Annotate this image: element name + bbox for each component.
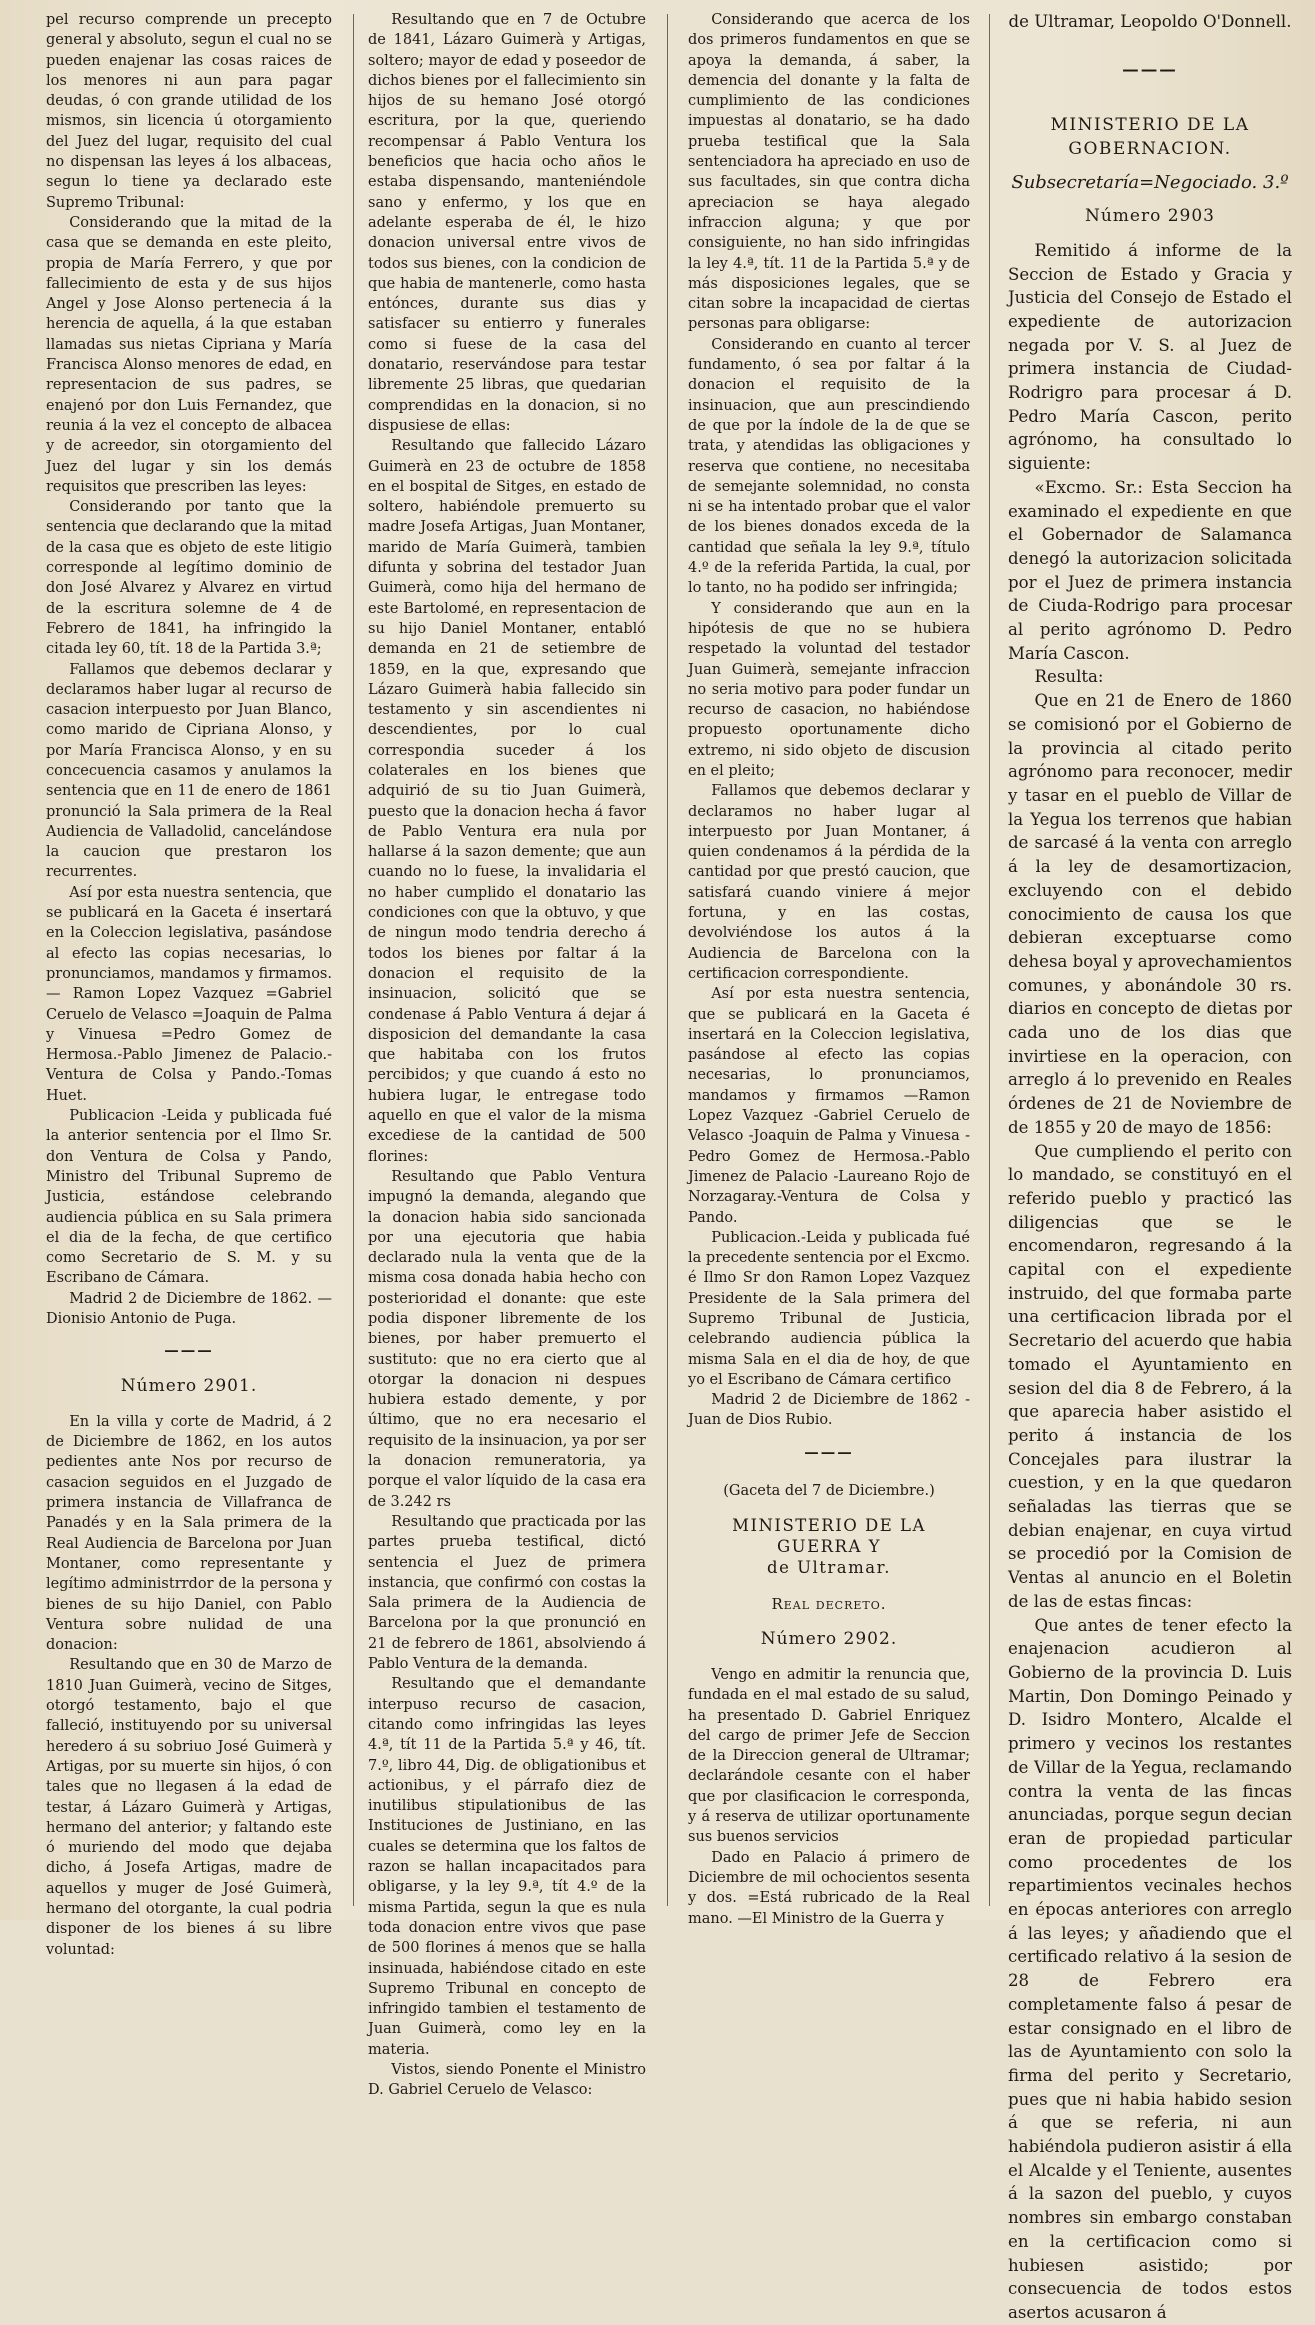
signature-line: Madrid 2 de Diciembre de 1862. —Dionisio Antonio de Puga. [46, 1290, 332, 1327]
paragraph: Considerando por tanto que la sentencia que declarando que la mitad de la casa que es objeto de este litigio corresponde al legítimo dominio de don José Alvarez y Alvarez en virtud de la escritura solemne de 4 de Febrero de 1841, ha infringido la citada ley 60, tít. 18 de la Partida 3.ª; [46, 499, 332, 658]
paragraph: Resultando que Pablo Ventura impugnó la demanda, alegando que la donacion habia sido sancionada por una ejecutoria que habia declarado nula la venta que de la misma cosa donada habia hecho con posterioridad el donante: que este podia disponer libremente de los bienes, por haber premuerto el sustituto: que no era cierto que al otorgar la donacion ni despues hubiera estado demente, y por último, que no era necesario el requisito de la insinuacion, ya por ser la donacion remuneratoria, ya porque el valor líquido de la casa era de 3.242 rs [368, 1168, 646, 1510]
column-4 [1008, 10, 1292, 2322]
decree-number-heading: Número 2901. [120, 1375, 258, 1396]
section-separator: ——— [1122, 58, 1178, 79]
paragraph: Considerando que acerca de los dos primeros fundamentos en que se apoya la demanda, á saber, la demencia del donante y la falta de cumplimiento de las condiciones impuestas al donatario, se ha dado prueba testifical que la Sala sentenciadora ha apreciado en uso de sus facultades, sin que contra dicha apreciacion se haya alegado infraccion alguna; y que por consiguiente, no han sido infringidas la ley 4.ª, tít. 11 de la Partida 5.ª y de más disposiciones legales, que se citan sobre la incapacidad de ciertas personas para obligarse: [688, 12, 970, 333]
paragraph: Así por esta nuestra sentencia, que se publicará en la Gaceta é insertará en la Coleccion legislativa, pasándose al efecto las copias necesarias, lo pronunciamos, mandamos y firmamos.— Ramon Lopez Vazquez =Gabriel Ceruelo de Velasco =Joaquin de Palma y Vinuesa =Pedro Gomez de Hermosa.-Pablo Jimenez de Palacio.-Ventura de Colsa y Pando.-Tomas Huet. [46, 884, 332, 1104]
ministry-title: MINISTERIO DE LA GUERRA Y [732, 1516, 926, 1557]
paragraph: En la villa y corte de Madrid, á 2 de Diciembre de 1862, en los autos pedientes ante Nos por recurso de casacion seguidos en el Juzgado de primera instancia de Villafranca de Panadés y en la Sala primera de la Real Audiencia de Barcelona por Juan Montaner, como representante y legítimo administrrdor de la persona y bienes de su hijo Daniel, con Pablo Ventura sobre nulidad de una donacion: [46, 1413, 332, 1654]
decree-number-heading: Número 2902. [760, 1628, 898, 1649]
paragraph: Resulta: [1034, 667, 1104, 687]
paragraph: Y considerando que aun en la hipótesis de que no se hubiera respetado la voluntad del testador Juan Guimerà, semejante infraccion no seria motivo para poder fundar un recurso de casacion, no habiéndose propuesto oportunamente dicho extremo, ni sido objeto de discusion en el pleito; [688, 600, 970, 779]
section-separator: ——— [164, 1342, 214, 1360]
paragraph: Dado en Palacio á primero de Diciembre de mil ochocientos sesenta y dos. =Está rubricado de la Real mano. —El Ministro de la Guerra y [688, 1849, 970, 1927]
paragraph: Vengo en admitir la renuncia que, fundada en el mal estado de su salud, ha presentado D. Gabriel Enriquez del cargo de primer Jefe de Seccion de la Direccion general de Ultramar; declarándole cesante con el haber que por clasificacion le corresponda, y á reserva de utilizar oportunamente sus buenos servicios [688, 1666, 970, 1846]
paragraph: Resultando que en 30 de Marzo de 1810 Juan Guimerà, vecino de Sitges, otorgó testamento, bajo el que falleció, instituyendo por su universal heredero á su sobriuo José Guimerà y Artigas, por su muerte sin hijos, ó con tales que no llegasen á la edad de testar, á Lázaro Guimerà y Artigas, hermano del anterior; y faltando este ó muriendo del modo que dejaba dicho, á Josefa Artigas, madre de aquellos y muger de José Guimerà, hermano del otorgante, la cual podria disponer de los bienes á su libre voluntad: [46, 1657, 332, 1958]
ministry-heading: MINISTERIO DE LA GOBERNACION. [1050, 115, 1250, 160]
decree-number-heading: Número 2903 [1084, 206, 1216, 227]
column-rule [667, 14, 668, 1906]
ministry-subtitle: de Ultramar. [767, 1558, 891, 1578]
column-2 [368, 10, 646, 2099]
paragraph: Que antes de tener efecto la enajenacion acudieron al Gobierno de la provincia D. Luis Martin, Don Domingo Peinado y D. Isidro Montero, Alcalde el primero y vecinos los restantes de Villar de la Yegua, reclamando contra la venta de las fincas anunciadas, porque segun decian eran de propiedad particular como procedentes de los repartimientos vecinales hechos en épocas anteriores con arreglo á las leyes; y añadiendo que el certificado relativo á la sesion de 28 de Febrero era completamente falso á pesar de estar consignado en el libro de las de Ayuntamiento con solo la firma del perito y Secretario, pues que ni habia habido sesion á que se referia, ni aun habiéndola pudieron asistir á ella el Alcalde y el Teniente, ausentes á la sazon del pueblo, y cuyos nombres sin embargo constaban en la certificacion como si hubiesen asistido; por consecuencia de todos estos asertos acusaron á [1008, 1615, 1292, 2322]
signature-line: Madrid 2 de Diciembre de 1862 - Juan de Dios Rubio. [688, 1392, 970, 1429]
paragraph: «Excmo. Sr.: Esta Seccion ha examinado el expediente en que el Gobernador de Salamanca denegó la autorizacion solicitada por el Juez de primera instancia de Ciuda-Rodrigo para procesar al perito agrónomo D. Pedro María Cascon. [1008, 477, 1292, 663]
paragraph: Fallamos que debemos declarar y declaramos haber lugar al recurso de casacion interpuesto por Juan Blanco, como marido de Cipriana Alonso, y por María Francisca Alonso, y en su concecuencia casamos y anulamos la sentencia que en 11 de enero de 1861 pronunció la Sala primera de la Real Audiencia de Valladolid, cancelándose la caucion que prestaron los recurrentes. [46, 661, 332, 881]
column-rule [353, 14, 354, 1906]
column-rule [989, 14, 990, 1906]
column-3 [688, 10, 970, 1927]
gazette-date: (Gaceta del 7 de Diciembre.) [723, 1483, 935, 1500]
paragraph: Publicacion.-Leida y publicada fué la precedente sentencia por el Excmo. é Ilmo Sr don Ramon Lopez Vazquez Presidente de la Sala primera del Supremo Tribunal de Justicia, celebrando audiencia pública la misma Sala en el dia de hoy, de que yo el Escribano de Cámara certifico [688, 1229, 970, 1388]
paragraph: Así por esta nuestra sentencia, que se publicará en la Gaceta é insertará en la Coleccion legislativa, pasándose al efecto las copias necesarias, lo pronunciamos, mandamos y firmamos —Ramon Lopez Vazquez -Gabriel Ceruelo de Velasco -Joaquin de Palma y Vinuesa -Pedro Gomez de Hermosa.-Pablo Jimenez de Palacio -Laureano Rojo de Norzagaray.-Ventura de Colsa y Pando. [688, 986, 970, 1226]
column-1 [46, 10, 332, 1958]
paragraph: Que en 21 de Enero de 1860 se comisionó por el Gobierno de la provincia al citado perito agrónomo para reconocer, medir y tasar en el pueblo de Villar de la Yegua los terrenos que habian de sarcasé á la venta con arreglo á la ley de desamortizacion, excluyendo con el debido conocimiento de causa los que debieran exceptuarse como dehesa boyal y aprovechamientos comunes, y abonándole 30 rs. diarios en concepto de dietas por cada uno de los dias que invirtiese en la operacion, con arreglo á lo prevenido en Reales órdenes de 21 de Noviembre de de 1855 y 20 de mayo de 1856: [1008, 691, 1292, 1137]
paragraph: Resultando que el demandante interpuso recurso de casacion, citando como infringidas las leyes 4.ª, tít 11 de la Partida 5.ª y 46, tít. 7.º, libro 44, Dig. de obligationibus et actionibus, y el párrafo diez de inutilibus stipulationibus de las Instituciones de Justiniano, en las cuales se determina que los faltos de razon se hallan incapacitados para obligarse, y la ley 9.ª, tít 4.º de la misma Partida, segun la que es nula toda donacion entre vivos que pase de 500 florines á menos que se halla insinuada, habiéndose citado en este Supremo Tribunal en concepto de infringido tambien el testamento de Juan Guimerà, como ley en la materia. [368, 1676, 646, 2058]
section-separator: ——— [804, 1443, 854, 1461]
ministry-heading [688, 1515, 970, 1578]
paragraph: Resultando que en 7 de Octubre de 1841, Lázaro Guimerà y Artigas, soltero; mayor de edad y poseedor de dichos bienes por el fallecimiento sin hijos de su hemano José otorgó escritura, por la que, queriendo recompensar á Pablo Ventura los beneficios que hacia ocho años le estaba dispensando, manteniéndole sano y enfermo, y los que en adelante esperaba de él, le hizo donacion universal entre vivos de todos sus bienes, con la condicion de que habia de mantenerle, como hasta entónces, durante sus dias y satisfacer su entierro y funerales como si fuese de la casa del donatario, reservándose para testar libremente 25 libras, que quedarian comprendidas en la donacion, si no dispusiese de ellas: [368, 12, 646, 434]
paragraph: pel recurso comprende un precepto general y absoluto, segun el cual no se pueden enajenar las cosas raices de los menores ni aun para pagar deudas, ó con grande utilidad de los mismos, sin licencia ú otorgamiento del Juez del lugar, requisito del cual no dispensan las leyes á los albaceas, segun lo tiene ya declarado este Supremo Tribunal: [46, 12, 332, 211]
paragraph: Vistos, siendo Ponente el Ministro D. Gabriel Ceruelo de Velasco: [368, 2061, 646, 2099]
subsecretary-heading: Subsecretaría=Negociado. 3.º [1011, 172, 1289, 194]
paragraph: Fallamos que debemos declarar y declaramos no haber lugar al interpuesto por Juan Montaner, á quien condenamos á la pérdida de la cantidad por que prestó caucion, que satisfará cuando viniere á mejor fortuna, y en las costas, devolviéndose los autos á la Audiencia de Barcelona con la certificacion correspondiente. [688, 783, 970, 982]
paragraph: Publicacion -Leida y publicada fué la anterior sentencia por el Ilmo Sr. don Ventura de Colsa y Pando, Ministro del Tribunal Supremo de Justicia, estándose celebrando audiencia pública en su Sala primera el dia de la fecha, de que certifico como Secretario de S. M. y su Escribano de Cámara. [46, 1108, 332, 1287]
signature-line: de Ultramar, Leopoldo O'Donnell. [1008, 12, 1292, 31]
paragraph: Considerando que la mitad de la casa que se demanda en este pleito, propia de María Ferrero, y que por fallecimiento de esta y de sus hijos Angel y Jose Alonso pertenecia á la herencia de aquella, á la que estaban llamadas sus nietas Cipriana y María Francisca Alonso menores de edad, en representacion de sus padres, se enajenó por don Luis Fernandez, que reunia á la vez el concepto de albacea y de acreedor, sin otorgamiento del Juez del lugar y sin los demás requisitos que prescriben las leyes: [46, 214, 332, 495]
paragraph: Que cumpliendo el perito con lo mandado, se constituyó en el referido pueblo y practicó las diligencias que se le encomendaron, regresando á la capital con el expediente instruido, del que formaba parte una certificacion librada por el Secretario del acuerdo que habia tomado el Ayuntamiento en sesion del dia 8 de Febrero, á la que aparecia haber asistido el perito á instancia de los Concejales para ilustrar la cuestion, y en la que quedaron señaladas las tierras que se debian enajenar, en cuya virtud se procedió por la Comision de Ventas al anuncio en el Boletin de las de estas fincas: [1008, 1141, 1292, 1611]
paragraph: Resultando que practicada por las partes prueba testifical, dictó sentencia el Juez de primera instancia, que confirmó con costas la Sala primera de la Audiencia de Barcelona por la que pronunció en 21 de febrero de 1861, absolviendo á Pablo Ventura de la demanda. [368, 1513, 646, 1673]
paragraph: Remitido á informe de la Seccion de Estado y Gracia y Justicia del Consejo de Estado el expediente de autorizacion negada por V. S. al Juez de primera instancia de Ciudad-Rodrigro para procesar á D. Pedro María Cascon, perito agrónomo, ha consultado lo siguiente: [1008, 240, 1292, 474]
decree-type: Real decreto. [771, 1595, 887, 1614]
paragraph: Considerando en cuanto al tercer fundamento, ó sea por faltar á la donacion el requisito de la insinuacion, que aun prescindiendo de que por la índole de la de que se trata, y atendidas las obligaciones y reserva que contiene, no necesitaba de semejante solemnidad, no consta ni se ha intentado probar que el valor de los bienes donados exceda de la cantidad que señala la ley 9.ª, título 4.º de la referida Partida, la cual, por lo tanto, no ha podido ser infringida; [688, 336, 970, 597]
paragraph: Resultando que fallecido Lázaro Guimerà en 23 de octubre de 1858 en el bospital de Sitges, en estado de soltero, habiéndole premuerto su madre Josefa Artigas, Juan Montaner, marido de María Guimerà, tambien difunta y sobrina del testador Juan Guimerà, como hija del hermano de este Bartolomé, en representacion de su hijo Daniel Montaner, entabló demanda en 21 de setiembre de 1859, en la que, expresando que Lázaro Guimerà habia fallecido sin testamento y sin ascendientes ni descendientes, por lo cual correspondia suceder á los colaterales en los bienes que adquirió de su tio Juan Guimerà, puesto que la donacion hecha á favor de Pablo Ventura era nula por hallarse á la sazon demente; que aun cuando no lo fuese, la invalidaria el no haber cumplido el donatario las condiciones con que la obtuvo, y que de ningun modo tendria derecho á todos los bienes por faltar á la donacion el requisito de la insinuacion, solicitó que se condenase á Pablo Ventura á dejar á disposicion del demandante la casa que habitaba con los frutos percibidos; y que cuando á esto no hubiera lugar, le entregase todo aquello en que el valor de la misma excediese de la cantidad de 500 florines: [368, 438, 646, 1165]
